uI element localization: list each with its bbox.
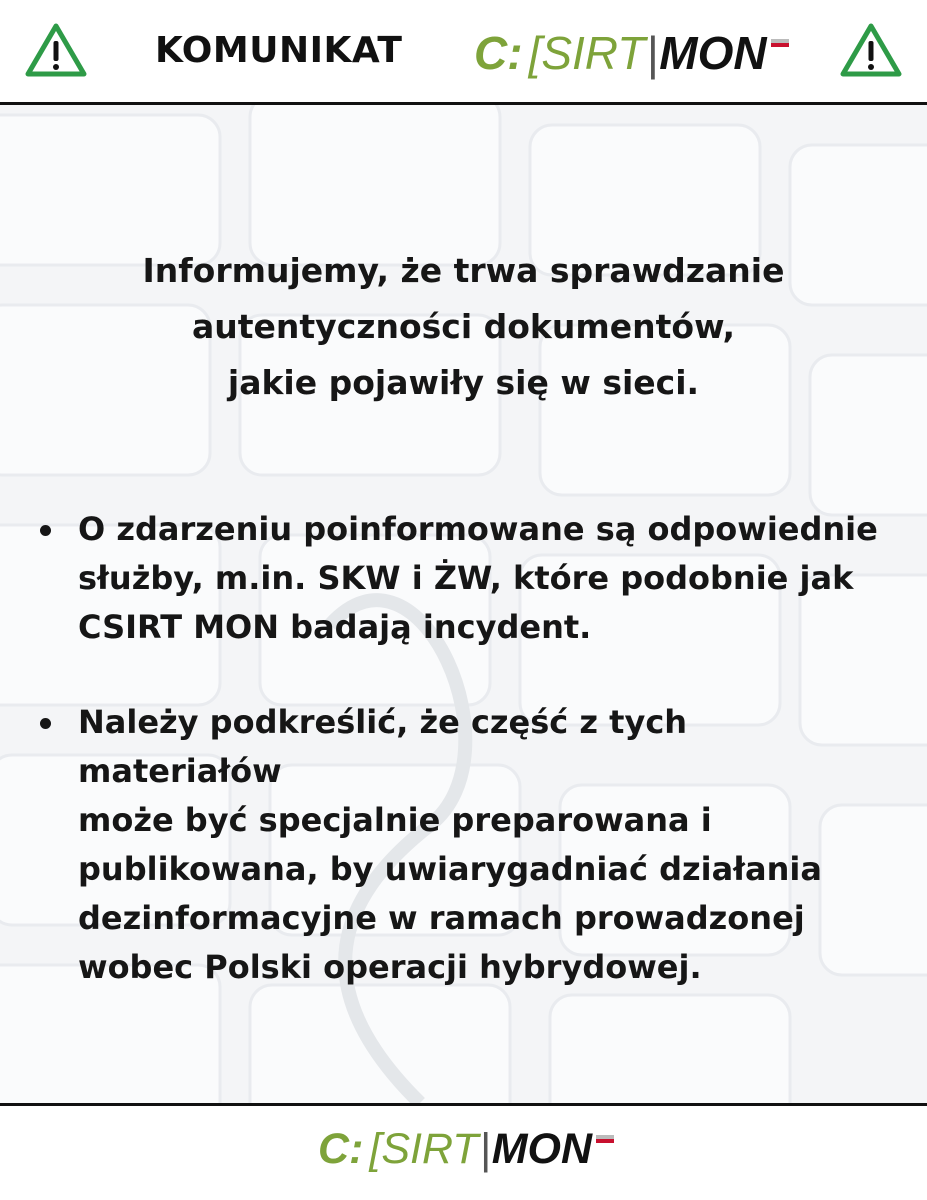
bullet-item — [40, 505, 900, 652]
bullet-list — [40, 505, 900, 1038]
bullet-item — [40, 698, 900, 992]
lead-line: Informujemy, że trwa sprawdzanie — [142, 251, 785, 290]
bullet-line: O zdarzeniu poinformowane są odpowiednie — [78, 510, 878, 548]
bullet-line: Należy podkreślić, że część z tych materiałów — [78, 703, 688, 790]
csirt-mon-logo-footer: C : [ SIRT | MON — [318, 1124, 614, 1174]
bullet-dot-icon — [40, 525, 51, 536]
warning-triangle-icon — [839, 22, 903, 78]
bullet-line: wobec Polski operacji hybrydowej. — [78, 948, 702, 986]
bullet-line: dezinformacyjne w ramach prowadzonej — [78, 899, 805, 937]
page-title: KOMUNIKAT — [155, 30, 403, 71]
bullet-dot-icon — [40, 718, 51, 729]
bullet-line: służby, m.in. SKW i ŻW, które podobnie jak — [78, 559, 854, 597]
message-panel — [0, 105, 927, 1103]
bullet-line: publikowana, by uwiarygadniać działania — [78, 850, 822, 888]
lead-paragraph — [60, 243, 867, 411]
lead-line: jakie pojawiły się w sieci. — [227, 363, 700, 402]
csirt-mon-logo: C : [ SIRT | MON — [474, 26, 789, 80]
bullet-line: może być specjalnie preparowana i — [78, 801, 712, 839]
lead-line: autentyczności dokumentów, — [192, 307, 735, 346]
warning-triangle-icon — [24, 22, 88, 78]
bullet-line: CSIRT MON badają incydent. — [78, 608, 592, 646]
polish-flag-icon — [596, 1135, 614, 1143]
polish-flag-icon — [771, 39, 789, 47]
header-bar — [0, 0, 927, 102]
